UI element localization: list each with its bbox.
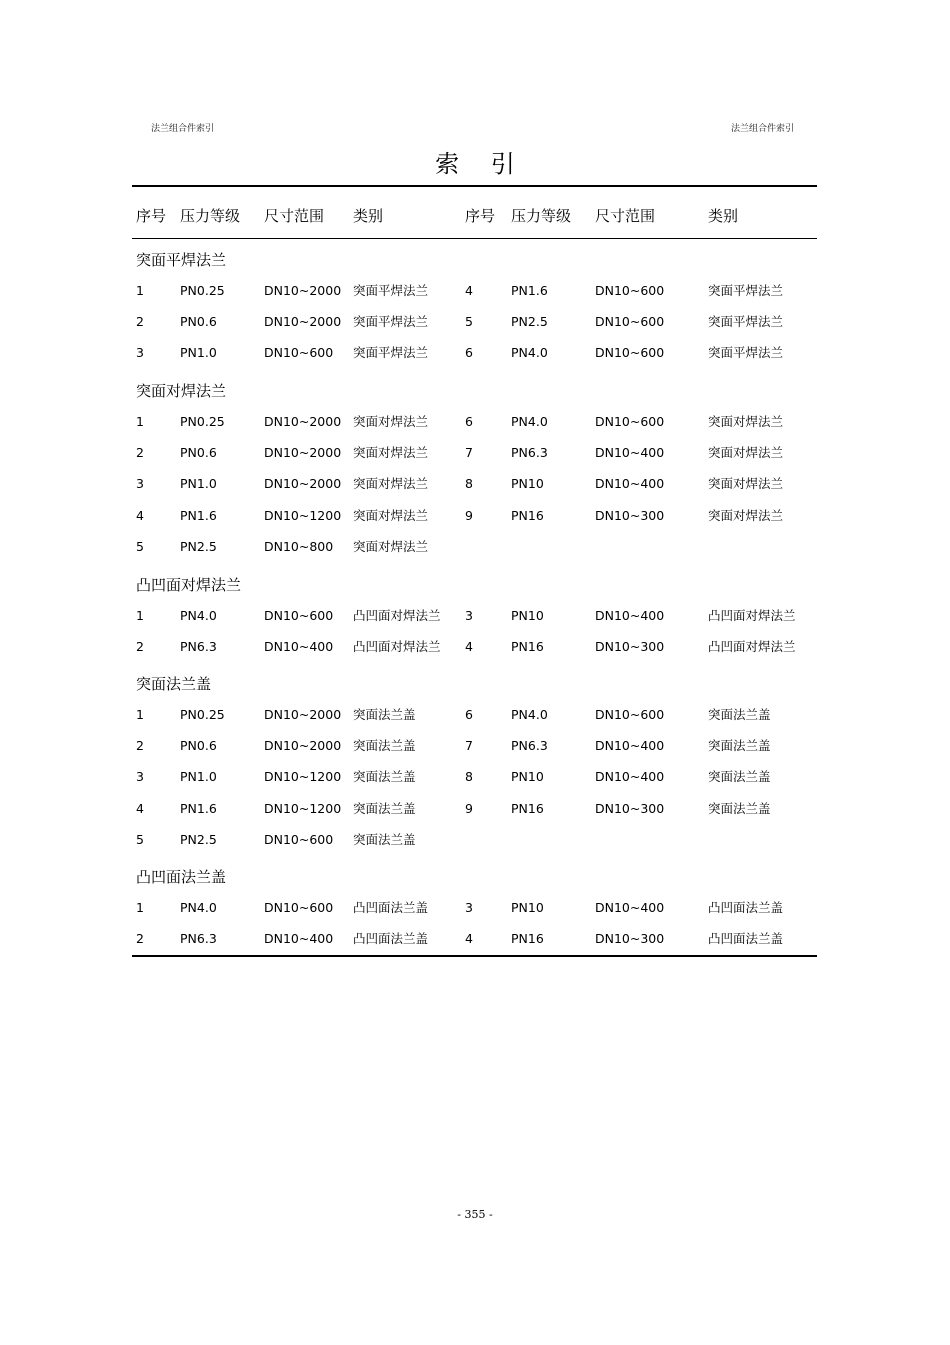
cell-size: DN10~1200	[264, 800, 342, 816]
table-head-rule	[132, 238, 817, 239]
section-heading: 突面法兰盖	[136, 675, 212, 693]
cell-category: 突面平焊法兰	[708, 314, 784, 330]
cell-seq: 2	[136, 931, 144, 947]
cell-pressure: PN16	[511, 931, 544, 947]
cell-category: 突面对焊法兰	[353, 476, 429, 492]
cell-category: 突面对焊法兰	[353, 414, 429, 429]
cell-seq: 8	[465, 476, 473, 492]
cell-category: 凸凹面对焊法兰	[353, 639, 441, 655]
cell-pressure: PN2.5	[511, 314, 548, 330]
page-title: 索 引	[435, 150, 527, 178]
cell-size: DN10~1200	[264, 507, 342, 523]
cell-size: DN10~600	[595, 707, 665, 722]
cell-pressure: PN1.6	[180, 800, 217, 816]
cell-category: 突面法兰盖	[353, 800, 416, 816]
cell-seq: 4	[465, 931, 473, 947]
cell-seq: 4	[136, 800, 144, 816]
cell-pressure: PN4.0	[511, 345, 548, 361]
cell-pressure: PN0.25	[180, 414, 225, 429]
column-header-size-left: 尺寸范围	[264, 207, 325, 225]
cell-pressure: PN6.3	[180, 639, 217, 655]
cell-pressure: PN6.3	[180, 931, 217, 947]
cell-size: DN10~400	[264, 931, 334, 947]
cell-pressure: PN10	[511, 608, 544, 623]
section-heading: 突面对焊法兰	[136, 382, 227, 400]
cell-size: DN10~2000	[264, 445, 342, 461]
cell-size: DN10~400	[595, 769, 665, 785]
cell-seq: 5	[465, 314, 473, 330]
cell-size: DN10~2000	[264, 707, 342, 722]
cell-pressure: PN0.25	[180, 707, 225, 722]
cell-seq: 9	[465, 800, 473, 816]
cell-category: 突面平焊法兰	[353, 314, 429, 330]
cell-category: 突面对焊法兰	[708, 414, 784, 429]
cell-pressure: PN6.3	[511, 738, 548, 754]
cell-pressure: PN16	[511, 800, 544, 816]
column-header-category-left: 类别	[353, 207, 384, 225]
cell-seq: 3	[465, 608, 473, 623]
cell-pressure: PN1.6	[511, 283, 548, 298]
cell-category: 突面对焊法兰	[353, 445, 429, 461]
cell-category: 突面法兰盖	[708, 707, 771, 722]
cell-seq: 3	[136, 476, 144, 492]
cell-seq: 3	[136, 769, 144, 785]
cell-size: DN10~600	[595, 414, 665, 429]
cell-seq: 5	[136, 538, 144, 554]
cell-seq: 6	[465, 414, 473, 429]
cell-category: 凸凹面法兰盖	[353, 900, 429, 915]
running-header-right: 法兰组合件索引	[731, 124, 795, 134]
cell-size: DN10~300	[595, 507, 665, 523]
cell-size: DN10~400	[595, 900, 665, 915]
cell-category: 突面法兰盖	[708, 800, 771, 816]
cell-seq: 5	[136, 831, 144, 847]
cell-size: DN10~2000	[264, 414, 342, 429]
cell-seq: 7	[465, 445, 473, 461]
cell-category: 凸凹面对焊法兰	[353, 608, 441, 623]
cell-size: DN10~600	[264, 608, 334, 623]
cell-category: 突面法兰盖	[353, 769, 416, 785]
section-heading: 凸凹面对焊法兰	[136, 576, 242, 594]
cell-seq: 2	[136, 738, 144, 754]
cell-seq: 4	[465, 639, 473, 655]
cell-size: DN10~400	[595, 608, 665, 623]
cell-pressure: PN0.6	[180, 738, 217, 754]
cell-category: 突面对焊法兰	[708, 507, 784, 523]
table-top-rule	[132, 185, 817, 187]
cell-category: 突面平焊法兰	[353, 283, 429, 298]
cell-seq: 7	[465, 738, 473, 754]
cell-category: 突面法兰盖	[353, 831, 416, 847]
cell-pressure: PN4.0	[511, 414, 548, 429]
cell-seq: 4	[465, 283, 473, 298]
cell-size: DN10~600	[595, 314, 665, 330]
cell-size: DN10~800	[264, 538, 334, 554]
cell-category: 突面平焊法兰	[353, 345, 429, 361]
column-header-seq-left: 序号	[136, 207, 167, 225]
cell-category: 突面对焊法兰	[353, 538, 429, 554]
cell-pressure: PN2.5	[180, 538, 217, 554]
column-header-category-right: 类别	[708, 207, 739, 225]
cell-pressure: PN16	[511, 507, 544, 523]
cell-category: 突面平焊法兰	[708, 345, 784, 361]
cell-category: 突面法兰盖	[708, 769, 771, 785]
cell-size: DN10~600	[264, 345, 334, 361]
cell-pressure: PN16	[511, 639, 544, 655]
cell-pressure: PN10	[511, 476, 544, 492]
cell-pressure: PN10	[511, 769, 544, 785]
cell-size: DN10~300	[595, 931, 665, 947]
cell-pressure: PN4.0	[180, 900, 217, 915]
cell-size: DN10~2000	[264, 738, 342, 754]
section-heading: 突面平焊法兰	[136, 251, 227, 269]
cell-size: DN10~400	[264, 639, 334, 655]
cell-seq: 1	[136, 900, 144, 915]
cell-category: 凸凹面对焊法兰	[708, 608, 796, 623]
cell-seq: 9	[465, 507, 473, 523]
table-bottom-rule	[132, 955, 817, 957]
section-heading: 凸凹面法兰盖	[136, 868, 227, 886]
cell-size: DN10~600	[595, 283, 665, 298]
cell-size: DN10~600	[264, 900, 334, 915]
cell-pressure: PN0.25	[180, 283, 225, 298]
cell-size: DN10~300	[595, 800, 665, 816]
column-header-pressure-right: 压力等级	[511, 207, 572, 225]
cell-pressure: PN1.6	[180, 507, 217, 523]
page-number: - 355 -	[457, 1208, 493, 1221]
cell-pressure: PN4.0	[511, 707, 548, 722]
cell-category: 突面法兰盖	[353, 738, 416, 754]
cell-category: 突面对焊法兰	[708, 445, 784, 461]
cell-seq: 4	[136, 507, 144, 523]
cell-seq: 3	[465, 900, 473, 915]
cell-pressure: PN0.6	[180, 314, 217, 330]
cell-size: DN10~300	[595, 639, 665, 655]
cell-seq: 1	[136, 707, 144, 722]
cell-seq: 6	[465, 345, 473, 361]
cell-pressure: PN2.5	[180, 831, 217, 847]
cell-pressure: PN6.3	[511, 445, 548, 461]
cell-category: 突面法兰盖	[708, 738, 771, 754]
cell-pressure: PN10	[511, 900, 544, 915]
running-header-left: 法兰组合件索引	[151, 124, 215, 134]
cell-seq: 3	[136, 345, 144, 361]
cell-size: DN10~600	[264, 831, 334, 847]
cell-seq: 6	[465, 707, 473, 722]
cell-size: DN10~400	[595, 476, 665, 492]
cell-size: DN10~400	[595, 445, 665, 461]
cell-pressure: PN4.0	[180, 608, 217, 623]
cell-category: 突面对焊法兰	[708, 476, 784, 492]
cell-category: 突面对焊法兰	[353, 507, 429, 523]
cell-pressure: PN1.0	[180, 345, 217, 361]
cell-size: DN10~1200	[264, 769, 342, 785]
column-header-pressure-left: 压力等级	[180, 207, 241, 225]
cell-size: DN10~2000	[264, 476, 342, 492]
cell-category: 凸凹面法兰盖	[708, 931, 784, 947]
column-header-seq-right: 序号	[465, 207, 496, 225]
cell-category: 凸凹面法兰盖	[708, 900, 784, 915]
cell-size: DN10~600	[595, 345, 665, 361]
cell-seq: 1	[136, 608, 144, 623]
cell-category: 突面平焊法兰	[708, 283, 784, 298]
cell-size: DN10~400	[595, 738, 665, 754]
cell-seq: 8	[465, 769, 473, 785]
cell-size: DN10~2000	[264, 283, 342, 298]
cell-seq: 1	[136, 283, 144, 298]
cell-category: 凸凹面法兰盖	[353, 931, 429, 947]
cell-pressure: PN1.0	[180, 769, 217, 785]
cell-category: 凸凹面对焊法兰	[708, 639, 796, 655]
cell-category: 突面法兰盖	[353, 707, 416, 722]
cell-size: DN10~2000	[264, 314, 342, 330]
cell-seq: 2	[136, 445, 144, 461]
cell-pressure: PN0.6	[180, 445, 217, 461]
cell-seq: 2	[136, 639, 144, 655]
cell-seq: 2	[136, 314, 144, 330]
column-header-size-right: 尺寸范围	[595, 207, 656, 225]
cell-pressure: PN1.0	[180, 476, 217, 492]
cell-seq: 1	[136, 414, 144, 429]
